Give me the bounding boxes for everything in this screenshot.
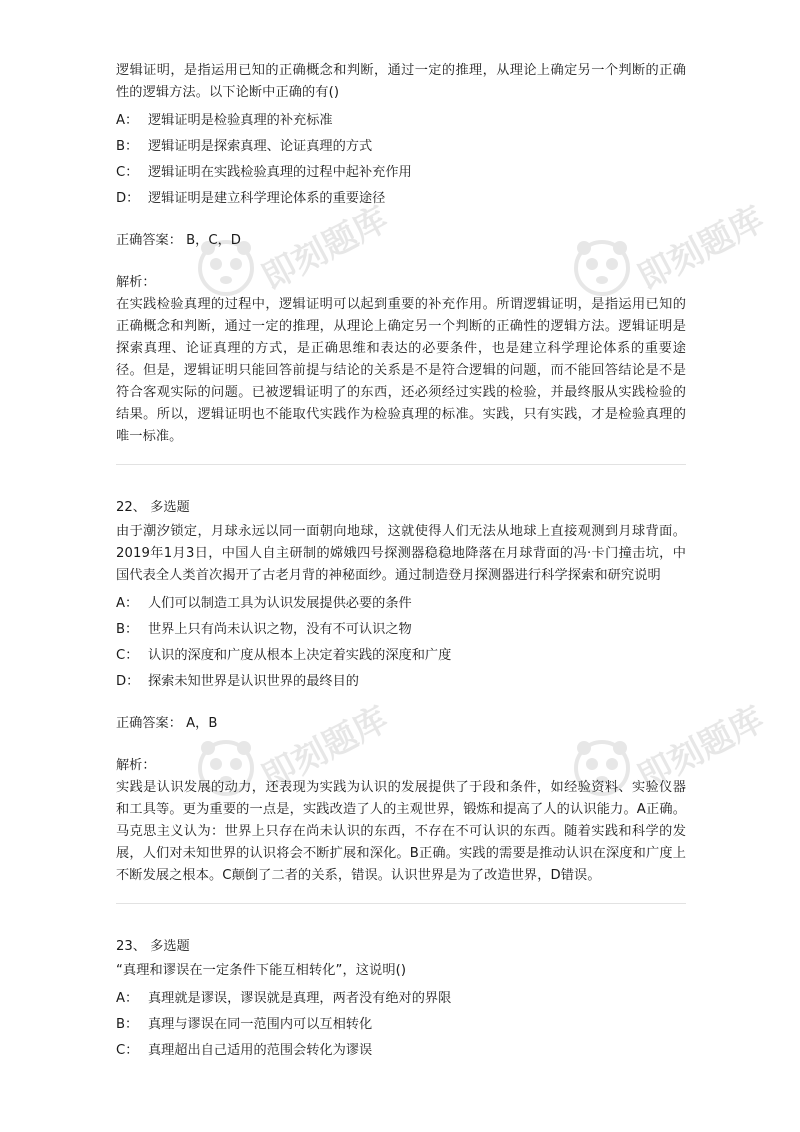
option-text: 真理超出自己适用的范围会转化为谬误 (148, 1043, 373, 1058)
option-b[interactable] (116, 1014, 686, 1036)
option-letter: A： (116, 596, 139, 611)
document-page (116, 60, 686, 1066)
option-c[interactable] (116, 162, 686, 184)
analysis-text: 实践是认识发展的动力，还表现为实践为认识的发展提供了于段和条件，如经验资料、实验仪器和工具等。更为重要的一点是，实践改造了人的主观世界，锻炼和提高了人的认识能力。A正确。马克思主义认为：世界上只存在尚未认识的东西，不存在不可认识的东西。随着实践和科学的发展，人们对未知世界的认识将会不断扩展和深化。B正确。实践的需要是推动认识在深度和广度上不断发展之根本。C颠倒了二者的关系，错误。认识世界是为了改造世界，D错误。 (116, 780, 686, 883)
option-letter: C： (116, 648, 139, 663)
option-text: 探索未知世界是认识世界的最终目的 (148, 674, 359, 689)
question-header: 23、 多选题 (116, 939, 190, 954)
option-text: 真理就是谬误，谬误就是真理，两者没有绝对的界限 (148, 991, 452, 1006)
option-a[interactable] (116, 110, 686, 132)
option-d[interactable] (116, 188, 686, 210)
question-21 (116, 60, 686, 448)
option-text: 逻辑证明在实践检验真理的过程中起补充作用 (148, 165, 412, 180)
option-c[interactable] (116, 1040, 686, 1062)
option-letter: B： (116, 139, 139, 154)
option-letter: C： (116, 1043, 139, 1058)
option-letter: B： (116, 1017, 139, 1032)
watermark-text: 即刻题库 (255, 699, 395, 799)
option-b[interactable] (116, 619, 686, 641)
option-letter: D： (116, 191, 140, 206)
correct-answer: 正确答案： B，C，D (116, 233, 241, 248)
divider (116, 903, 686, 904)
option-letter: B： (116, 622, 139, 637)
analysis-text: 在实践检验真理的过程中，逻辑证明可以起到重要的补充作用。所谓逻辑证明，是指运用已知的正确概念和判断，通过一定的推理，从理论上确定另一个判断的正确性的逻辑方法。逻辑证明是探索真理、论证真理的方式，是正确思维和表达的必要条件，也是建立科学理论体系的重要途径。但是，逻辑证明只能回答前提与结论的关系是不是符合逻辑的问题，而不能回答结论是不是符合客观实际的问题。已被逻辑证明了的东西，还必须经过实践的检验，并最终服从实践检验的结果。所以，逻辑证明也不能取代实践作为检验真理的标准。实践，只有实践，才是检验真理的唯一标准。 (116, 297, 686, 444)
question-header: 22、 多选题 (116, 500, 190, 515)
option-b[interactable] (116, 136, 686, 158)
option-letter: A： (116, 113, 139, 128)
option-text: 逻辑证明是探索真理、论证真理的方式 (148, 139, 373, 154)
option-letter: D： (116, 674, 140, 689)
option-a[interactable] (116, 988, 686, 1010)
question-23 (116, 936, 686, 1062)
option-letter: C： (116, 165, 139, 180)
analysis-label: 解析： (116, 275, 156, 290)
analysis-label: 解析： (116, 758, 156, 773)
option-c[interactable] (116, 645, 686, 667)
divider (116, 464, 686, 465)
option-text: 逻辑证明是建立科学理论体系的重要途径 (148, 191, 386, 206)
option-text: 认识的深度和广度从根本上决定着实践的深度和广度 (148, 648, 452, 663)
watermark-text: 即刻题库 (255, 199, 395, 299)
option-text: 人们可以制造工具为认识发展提供必要的条件 (148, 596, 412, 611)
question-stem: “真理和谬误在一定条件下能互相转化”，这说明() (116, 963, 407, 978)
correct-answer: 正确答案： A，B (116, 716, 218, 731)
option-d[interactable] (116, 671, 686, 693)
option-text: 真理与谬误在同一范围内可以互相转化 (148, 1017, 373, 1032)
option-letter: A： (116, 991, 139, 1006)
question-stem: 逻辑证明，是指运用已知的正确概念和判断，通过一定的推理，从理论上确定另一个判断的正确性的逻辑方法。以下论断中正确的有() (116, 63, 686, 100)
option-a[interactable] (116, 593, 686, 615)
question-22 (116, 497, 686, 887)
option-text: 世界上只有尚未认识之物，没有不可认识之物 (148, 622, 412, 637)
question-stem: 由于潮汐锁定，月球永远以同一面朝向地球，这就使得人们无法从地球上直接观测到月球背面。2019年1月3日，中国人自主研制的嫦娥四号探测器稳稳地降落在月球背面的冯·卡门撞击坑，中国代表全人类首次揭开了古老月背的神秘面纱。通过制造登月探测器进行科学探索和研究说明 (116, 524, 686, 583)
watermark-text: 即刻题库 (631, 699, 771, 799)
option-text: 逻辑证明是检验真理的补充标准 (148, 113, 333, 128)
watermark-text: 即刻题库 (631, 199, 771, 299)
